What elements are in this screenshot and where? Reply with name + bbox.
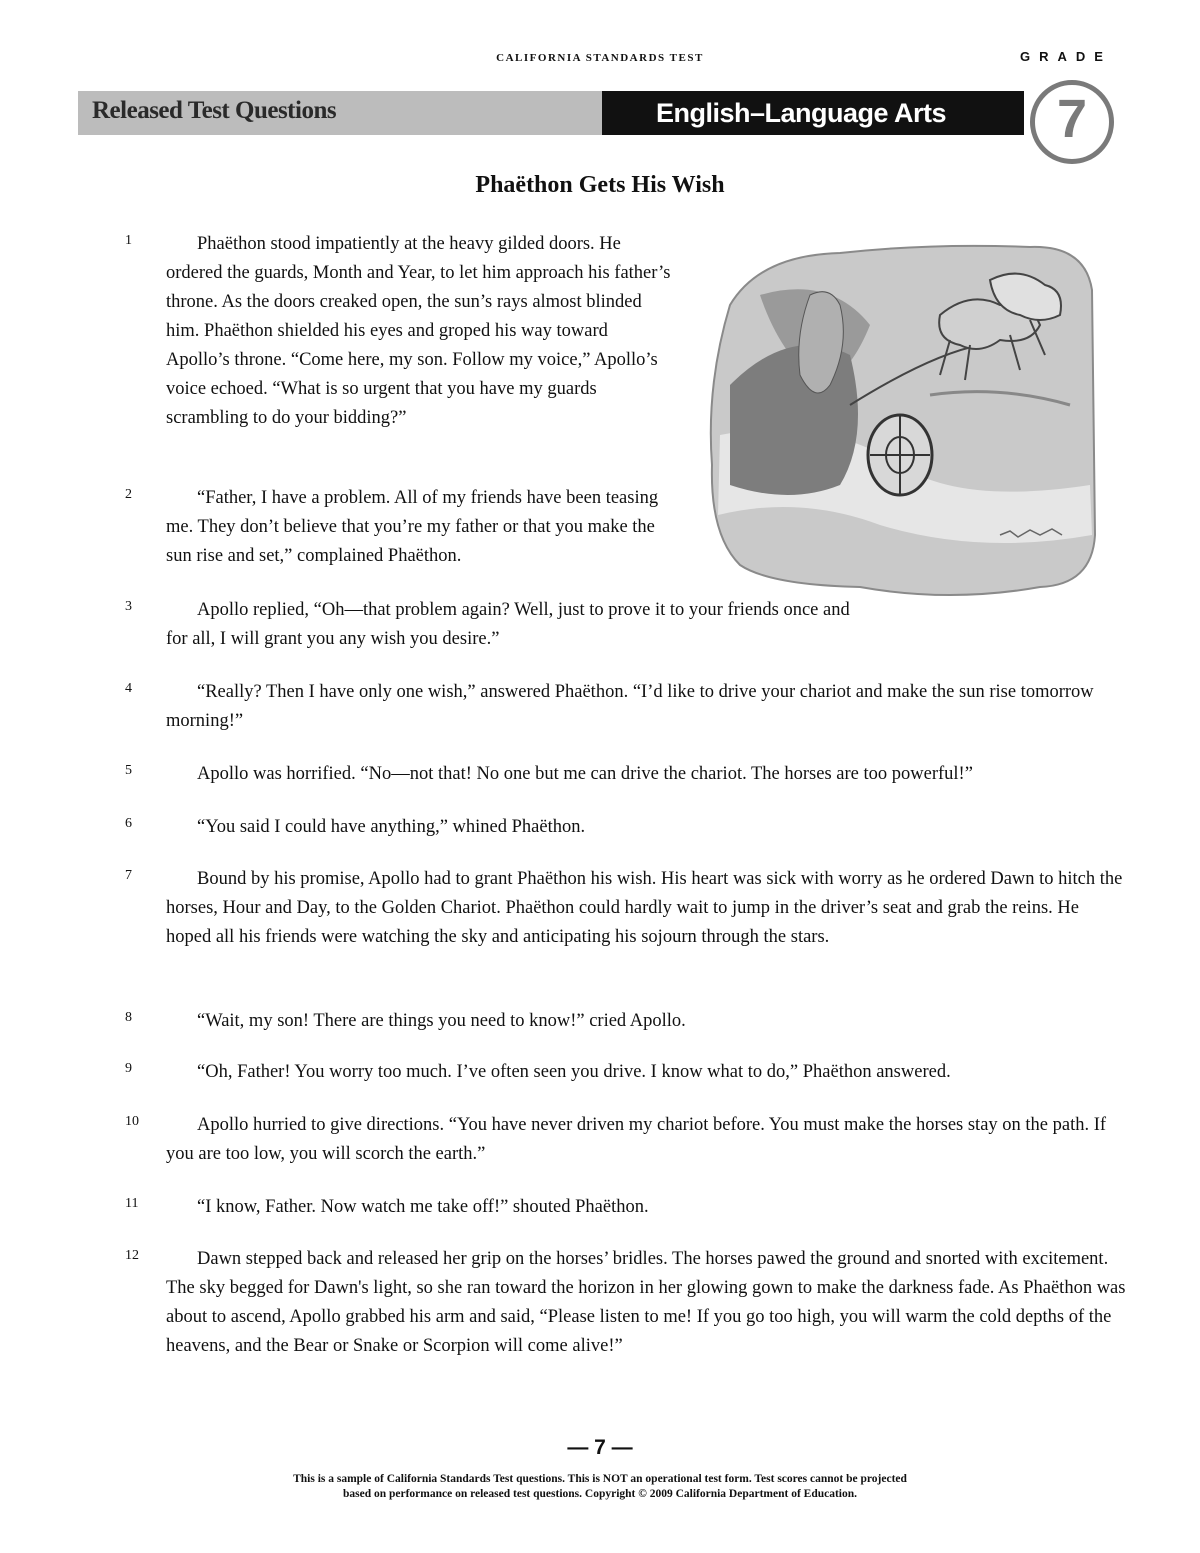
section-bar-right bbox=[602, 91, 1024, 135]
section-right-title: English–Language Arts bbox=[656, 98, 947, 128]
test-name: CALIFORNIA STANDARDS TEST bbox=[496, 52, 704, 64]
paragraph-text: Apollo replied, “Oh—that problem again? Well, just to prove it to your friends once and for all, I will grant you any wish you desire.” bbox=[166, 600, 850, 649]
page-number: — 7 — bbox=[567, 1436, 633, 1459]
paragraph-number: 3 bbox=[125, 599, 132, 614]
paragraph-text: Bound by his promise, Apollo had to grant Phaëthon his wish. His heart was sick with worry as he ordered Dawn to hitch the horses, Hour and Day, to the Golden Chariot. Phaëthon could hardly wait to jump in the driver’s seat and grab the reins. He hoped all his friends were watching the sky and anticipating his sojourn through the stars. bbox=[166, 869, 1123, 947]
paragraph-number: 6 bbox=[125, 816, 132, 831]
paragraph-text: “Father, I have a problem. All of my friends have been teasing me. They don’t believe that you’re my father or that you make the sun rise and set,” complained Phaëthon. bbox=[166, 488, 659, 566]
paragraph-number: 9 bbox=[125, 1061, 132, 1076]
paragraph-text: “You said I could have anything,” whined Phaëthon. bbox=[197, 817, 586, 837]
paragraph-number: 7 bbox=[125, 868, 132, 883]
paragraph-number: 1 bbox=[125, 233, 132, 248]
paragraph-number: 11 bbox=[125, 1196, 139, 1211]
paragraph-text: “Oh, Father! You worry too much. I’ve often seen you drive. I know what to do,” Phaëthon answered. bbox=[197, 1062, 951, 1082]
footer-line: This is a sample of California Standards Test questions. This is NOT an operational test form. Test scores cannot be projected bbox=[293, 1473, 907, 1485]
section-left-title: Released Test Questions bbox=[92, 97, 337, 124]
copyright-footer bbox=[0, 1472, 1200, 1502]
paragraph-number: 10 bbox=[125, 1114, 139, 1129]
grade-label: GRADE bbox=[1020, 49, 1112, 64]
paragraph-number: 8 bbox=[125, 1010, 132, 1025]
paragraph-number: 5 bbox=[125, 763, 132, 778]
paragraph-text: Apollo hurried to give directions. “You have never driven my chariot before. You must make the horses stay on the path. If you are too low, you will scorch the earth.” bbox=[166, 1115, 1107, 1164]
footer-line: based on performance on released test questions. Copyright © 2009 California Department of Education. bbox=[342, 1488, 858, 1500]
paragraph-text: “Wait, my son! There are things you need to know!” cried Apollo. bbox=[197, 1011, 686, 1031]
paragraph-text: Phaëthon stood impatiently at the heavy gilded doors. He ordered the guards, Month and Year, to let him approach his father’s throne. As the doors creaked open, the sun’s rays almost blinded him. Phaëthon shielded his eyes and groped his way toward Apollo’s throne. “Come here, my son. Follow my voice,” Apollo’s voice echoed. “What is so urgent that you have my guards scrambling to do your bidding?” bbox=[166, 234, 671, 428]
chariot-illustration bbox=[700, 235, 1100, 610]
paragraph-text: Apollo was horrified. “No—not that! No one but me can drive the chariot. The horses are too powerful!” bbox=[197, 764, 973, 784]
paragraph-text: “I know, Father. Now watch me take off!” shouted Phaëthon. bbox=[197, 1197, 649, 1217]
paragraph-number: 12 bbox=[125, 1248, 139, 1263]
story-title: Phaëthon Gets His Wish bbox=[475, 172, 725, 198]
paragraph-text: “Really? Then I have only one wish,” answered Phaëthon. “I’d like to drive your chariot and make the sun rise tomorrow morning!” bbox=[166, 682, 1094, 731]
paragraph-text: Dawn stepped back and released her grip on the horses’ bridles. The horses pawed the ground and snorted with excitement. The sky begged for Dawn's light, so she ran toward the horizon in her glowing gown to make the darkness fade. As Phaëthon was about to ascend, Apollo grabbed his arm and said, “Please listen to me! If you go too high, you will warm the cold depths of the heavens, and the Bear or Snake or Scorpion will come alive!” bbox=[166, 1249, 1126, 1356]
grade-number: 7 bbox=[1056, 89, 1088, 149]
paragraph-number: 2 bbox=[125, 487, 132, 502]
paragraph-number: 4 bbox=[125, 681, 132, 696]
grade-badge bbox=[1030, 80, 1114, 164]
